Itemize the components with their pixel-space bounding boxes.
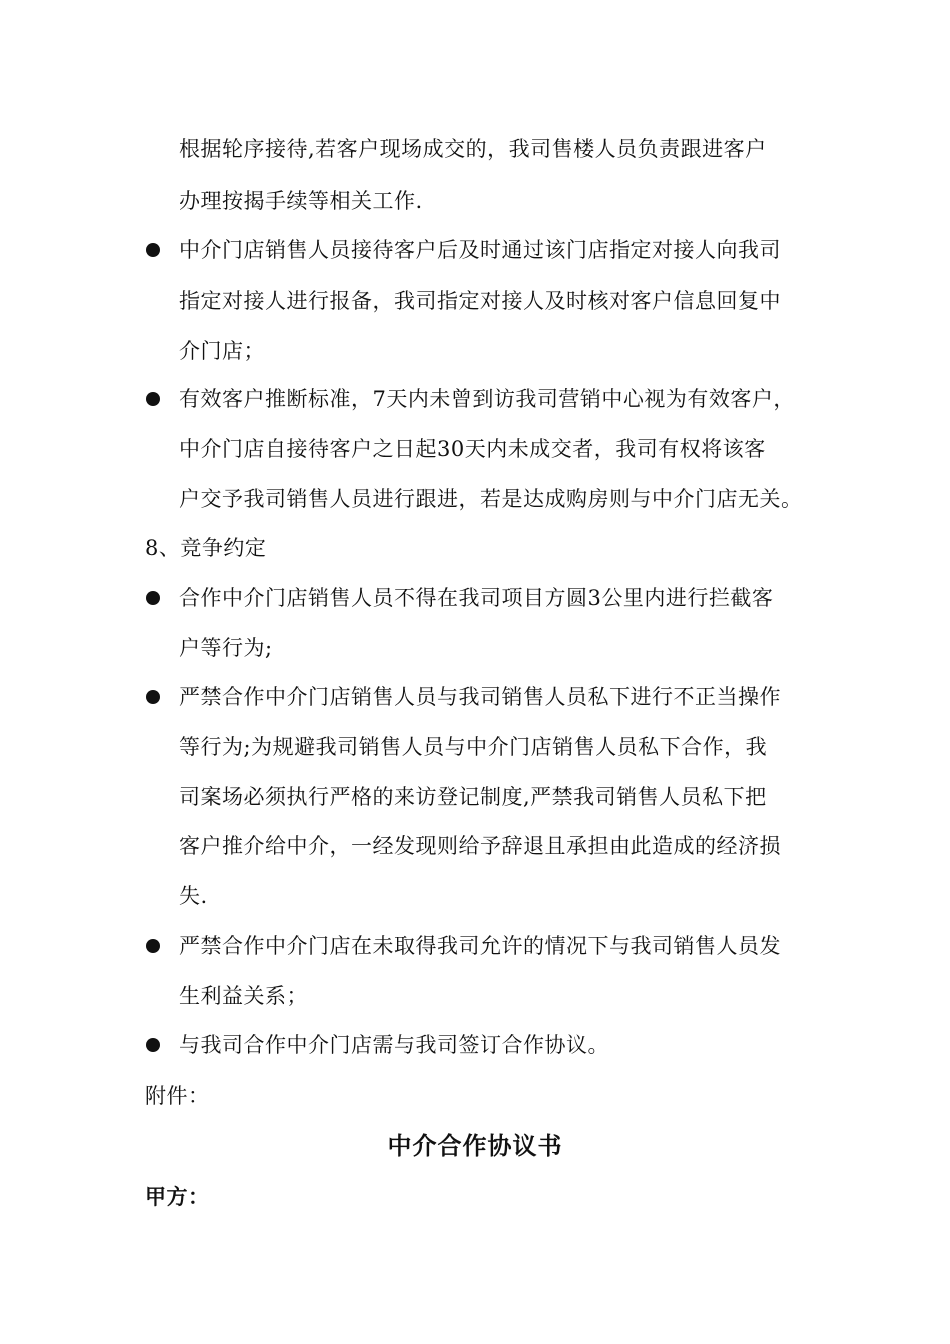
text-line: 指定对接人进行报备，我司指定对接人及时核对客户信息回复中	[179, 289, 781, 313]
agreement-title: 中介合作协议书	[387, 1131, 563, 1160]
text-line: 严禁合作中介门店在未取得我司允许的情况下与我司销售人员发	[179, 934, 781, 958]
bullet-icon	[146, 243, 160, 257]
text-line: 生利益关系；	[179, 984, 308, 1008]
text-line: 合作中介门店销售人员不得在我司项目方圆3公里内进行拦截客	[179, 586, 774, 610]
text-line: 根据轮序接待,若客户现场成交的，我司售楼人员负责跟进客户	[179, 137, 767, 161]
text-line: 有效客户推断标准，7天内未曾到访我司营销中心视为有效客户，	[179, 387, 795, 411]
bullet-icon	[146, 690, 160, 704]
section-heading: 8、竞争约定	[145, 536, 267, 560]
text-line: 中介门店销售人员接待客户后及时通过该门店指定对接人向我司	[179, 238, 781, 262]
text-line: 客户推介给中介，一经发现则给予辞退且承担由此造成的经济损	[179, 834, 781, 858]
text-line: 失.	[179, 884, 208, 908]
text-line: 司案场必须执行严格的来访登记制度,严禁我司销售人员私下把	[179, 785, 767, 809]
bullet-icon	[146, 939, 160, 953]
text-line: 户等行为;	[179, 636, 273, 660]
bullet-icon	[146, 392, 160, 406]
text-line: 户交予我司销售人员进行跟进，若是达成购房则与中介门店无关。	[179, 487, 803, 511]
text-line: 介门店；	[179, 339, 265, 363]
bullet-icon	[146, 591, 160, 605]
party-a-label: 甲方：	[145, 1184, 210, 1209]
text-line: 严禁合作中介门店销售人员与我司销售人员私下进行不正当操作	[179, 685, 781, 709]
text-line: 中介门店自接待客户之日起30天内未成交者，我司有权将该客	[179, 437, 766, 461]
bullet-icon	[146, 1038, 160, 1052]
text-line: 与我司合作中介门店需与我司签订合作协议。	[179, 1033, 609, 1057]
text-line: 办理按揭手续等相关工作.	[179, 189, 423, 213]
text-line: 等行为;为规避我司销售人员与中介门店销售人员私下合作，我	[179, 735, 768, 759]
attachment-label: 附件：	[145, 1084, 210, 1108]
